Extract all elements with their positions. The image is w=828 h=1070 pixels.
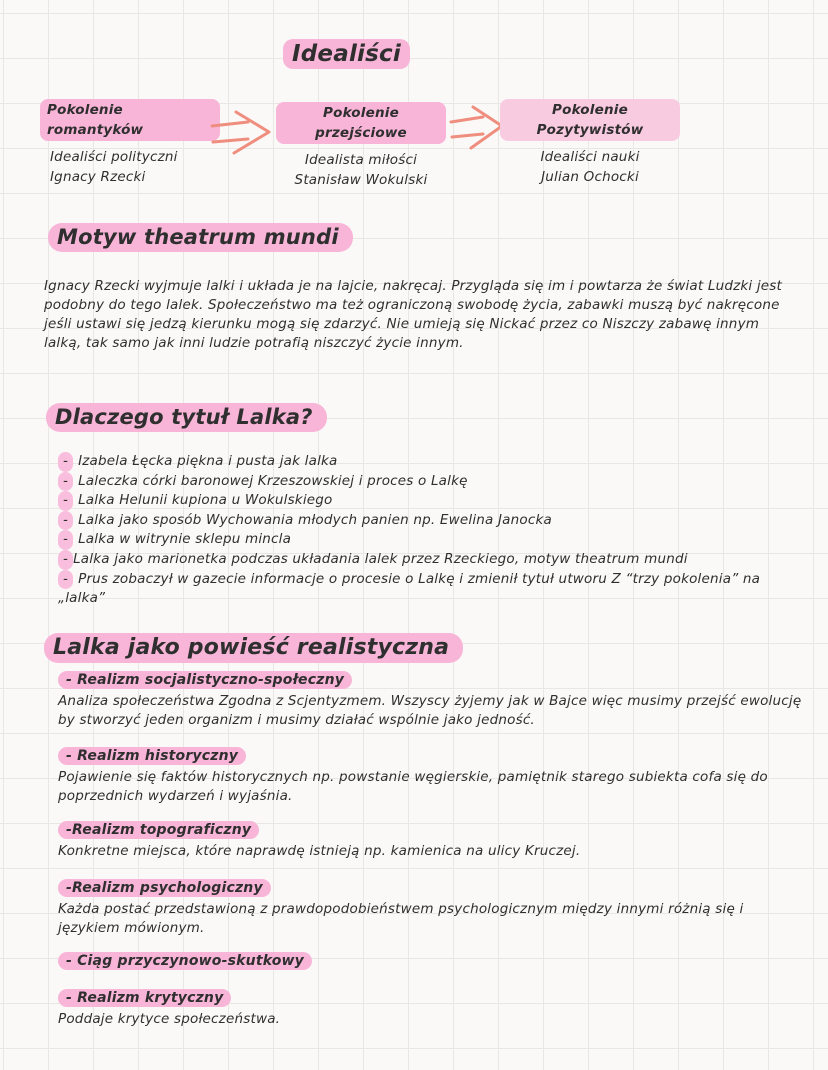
subsection-body: Konkretne miejsca, które naprawdę istnieją np. kamienica na ulicy Kruczej. <box>58 843 581 859</box>
realism-subsection <box>58 879 803 938</box>
dash-marker: - <box>58 452 73 472</box>
generation-line: Idealiści nauki <box>540 149 640 165</box>
dash-marker: - <box>58 491 73 511</box>
list-item <box>58 550 803 570</box>
generation-line: Idealiści polityczni <box>50 149 178 165</box>
generation-lines <box>276 150 446 190</box>
list-item-text: Izabela Łęcka piękna i pusta jak lalka <box>78 453 338 469</box>
page-title-text: Idealiści <box>283 39 410 69</box>
subsection-heading: - Realizm socjalistyczno-społeczny <box>58 671 803 689</box>
generation-lines <box>500 147 680 187</box>
generation-lines <box>40 147 220 187</box>
generation-heading: Pokolenie romantyków <box>40 99 220 141</box>
subsection-heading: - Ciąg przyczynowo-skutkowy <box>58 952 803 970</box>
section-heading-realism: Lalka jako powieść realistyczna <box>44 633 463 663</box>
section-heading-theatrum-mundi: Motyw theatrum mundi <box>48 223 353 252</box>
arrow-right-icon <box>447 101 505 155</box>
generation-line: Ignacy Rzecki <box>50 169 146 185</box>
theatrum-paragraph: Ignacy Rzecki wyjmuje lalki i układa je na lajcie, nakręcaj. Przygląda się im i powtarza że świat Ludzki jest podobny do tego lalek. Społeczeństwo ma też ograniczoną swobodę życia, zabawki muszą być nakręcone jeśli ustawi się jedzą kierunku mogą się zdarzyć. Nie umieją się Nickać przez co Niszczy zabawę innym lalką, tak samo jak inni ludzie potrafią niszczyć życie innym. <box>44 278 783 351</box>
why-title-list <box>58 452 803 609</box>
realism-subsection <box>58 821 803 861</box>
arrow-right-icon <box>208 107 272 161</box>
subsection-heading: -Realizm topograficzny <box>58 821 803 839</box>
list-item <box>58 511 803 531</box>
subsection-heading: - Realizm historyczny <box>58 747 803 765</box>
generation-line: Stanisław Wokulski <box>294 172 428 188</box>
list-item-text: Lalka w witrynie sklepu mincla <box>78 531 292 548</box>
page-title <box>283 39 410 69</box>
subsection-body: Poddaje krytyce społeczeństwa. <box>58 1011 281 1027</box>
realism-subsection <box>58 952 803 970</box>
list-item <box>58 570 803 609</box>
subsection-body: Pojawienie się faktów historycznych np. powstanie węgierskie, pamiętnik starego subiekta cofa się do poprzednich wydarzeń i wyjaśnia. <box>58 769 768 804</box>
subsection-body: Analiza społeczeństwa Zgodna z Scjentyzmem. Wszyscy żyjemy jak w Bajce więc musimy przejść ewolucję by stworzyć jeden organizm i musimy działać wspólnie jako jedność. <box>58 693 802 728</box>
dash-marker: - <box>58 472 73 492</box>
list-item-text: Lalka jako sposób Wychowania młodych panien np. Ewelina Janocka <box>78 511 552 528</box>
realism-subsection <box>58 671 803 730</box>
list-item <box>58 452 803 472</box>
generation-column-positivists <box>500 99 680 187</box>
list-item-text: Prus zobaczył w gazecie informacje o procesie o Lalkę i zmienił tytuł utworu Z “trzy pokolenia” na „lalka” <box>58 570 761 607</box>
list-item-text: Lalka Helunii kupiona u Wokulskiego <box>78 492 333 509</box>
dash-marker: - <box>58 511 73 531</box>
generation-heading: Pokolenie Pozytywistów <box>500 99 680 141</box>
generation-column-transitional <box>276 102 446 190</box>
subsection-body: Każda postać przedstawioną z prawdopodobieństwem psychologicznym między innymi różnią się i językiem mówionym. <box>58 901 744 936</box>
section-heading-why-title: Dlaczego tytuł Lalka? <box>46 403 327 432</box>
realism-subsection <box>58 989 803 1029</box>
generation-line: Idealista miłości <box>304 152 418 168</box>
list-item <box>58 472 803 492</box>
dash-marker: - <box>58 530 73 550</box>
generation-column-romantics <box>40 99 220 187</box>
subsection-heading: - Realizm krytyczny <box>58 989 803 1007</box>
dash-marker: - <box>58 570 73 590</box>
generation-line: Julian Ochocki <box>541 169 639 185</box>
generation-heading: Pokolenie przejściowe <box>276 102 446 144</box>
dash-marker: - <box>58 550 73 570</box>
list-item <box>58 530 803 550</box>
list-item-text: Laleczka córki baronowej Krzeszowskiej i proces o Lalkę <box>78 472 468 489</box>
realism-subsection <box>58 747 803 806</box>
list-item-text: Lalka jako marionetka podczas układania lalek przez Rzeckiego, motyw theatrum mundi <box>73 550 688 567</box>
list-item <box>58 491 803 511</box>
subsection-heading: -Realizm psychologiczny <box>58 879 803 897</box>
